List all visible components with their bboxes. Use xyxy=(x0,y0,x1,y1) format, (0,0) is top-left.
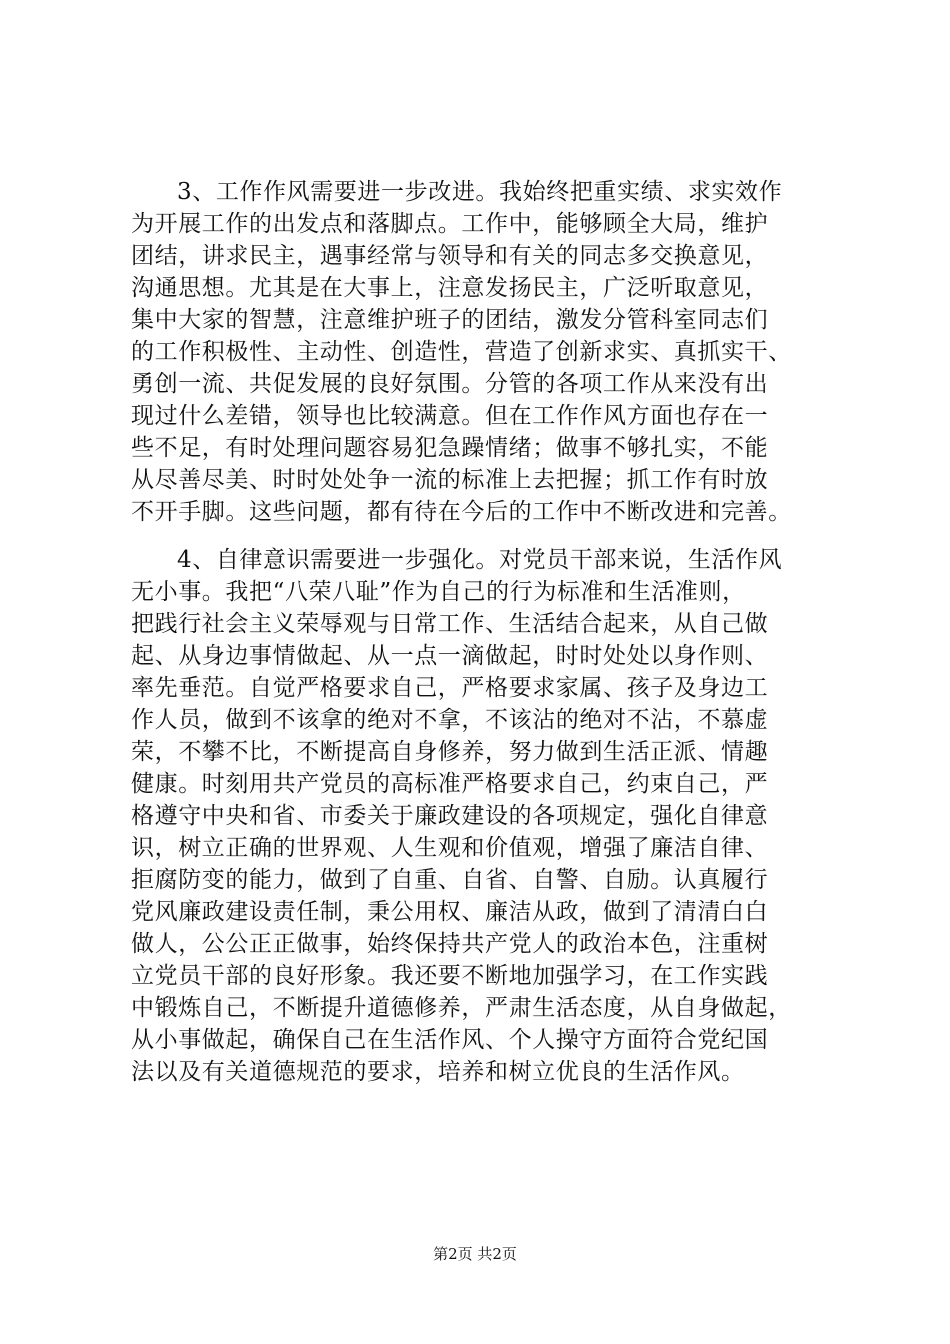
paragraph-line: 中锻炼自己，不断提升道德修养，严肃生活态度，从自身做起， xyxy=(131,995,792,1021)
paragraph-line: 拒腐防变的能力，做到了自重、自省、自警、自励。认真履行 xyxy=(131,867,769,893)
paragraph-line: 从尽善尽美、时时处处争一流的标准上去把握；抓工作有时放 xyxy=(131,467,769,493)
paragraph-work-style xyxy=(131,176,843,528)
paragraph-line: 荣，不攀不比，不断提高自身修养，努力做到生活正派、情趣 xyxy=(131,739,769,765)
paragraph-line: 集中大家的智慧，注意维护班子的团结，激发分管科室同志们 xyxy=(131,307,769,333)
paragraph-line: 起、从身边事情做起、从一点一滴做起，时时处处以身作则、 xyxy=(131,643,769,669)
paragraph-line: 立党员干部的良好形象。我还要不断地加强学习，在工作实践 xyxy=(131,963,769,989)
paragraph-line: 4、自律意识需要进一步强化。对党员干部来说，生活作风 xyxy=(177,547,783,573)
page-number-footer: 第2页 共2页 xyxy=(433,1245,517,1263)
paragraph-line: 3、工作作风需要进一步改进。我始终把重实绩、求实效作 xyxy=(177,179,783,205)
paragraph-line: 些不足，有时处理问题容易犯急躁情绪；做事不够扎实，不能 xyxy=(131,435,769,461)
paragraph-line: 无小事。我把“八荣八耻”作为自己的行为标准和生活准则， xyxy=(131,579,746,605)
paragraph-line: 沟通思想。尤其是在大事上，注意发扬民主，广泛听取意见， xyxy=(131,275,769,301)
paragraph-line: 做人，公公正正做事，始终保持共产党人的政治本色，注重树 xyxy=(131,931,769,957)
paragraph-line: 勇创一流、共促发展的良好氛围。分管的各项工作从来没有出 xyxy=(131,371,769,397)
paragraph-line: 作人员，做到不该拿的绝对不拿，不该沾的绝对不沾，不慕虚 xyxy=(131,707,769,733)
paragraph-line: 团结，讲求民主，遇事经常与领导和有关的同志多交换意见， xyxy=(131,243,769,269)
paragraph-line: 不开手脚。这些问题，都有待在今后的工作中不断改进和完善。 xyxy=(131,499,792,525)
paragraph-line: 把践行社会主义荣辱观与日常工作、生活结合起来，从自己做 xyxy=(131,611,769,637)
paragraph-self-discipline xyxy=(131,544,843,1088)
paragraph-line: 率先垂范。自觉严格要求自己，严格要求家属、孩子及身边工 xyxy=(131,675,769,701)
paragraph-line: 为开展工作的出发点和落脚点。工作中，能够顾全大局，维护 xyxy=(131,211,769,237)
paragraph-line: 现过什么差错，领导也比较满意。但在工作作风方面也存在一 xyxy=(131,403,769,429)
paragraph-line: 格遵守中央和省、市委关于廉政建设的各项规定，强化自律意 xyxy=(131,803,769,829)
paragraph-line: 党风廉政建设责任制，秉公用权、廉洁从政，做到了清清白白 xyxy=(131,899,769,925)
paragraph-line: 识，树立正确的世界观、人生观和价值观，增强了廉洁自律、 xyxy=(131,835,769,861)
paragraph-line: 健康。时刻用共产党员的高标准严格要求自己，约束自己，严 xyxy=(131,771,769,797)
paragraph-line: 从小事做起，确保自己在生活作风、个人操守方面符合党纪国 xyxy=(131,1027,769,1053)
paragraph-line: 的工作积极性、主动性、创造性，营造了创新求实、真抓实干、 xyxy=(131,339,792,365)
paragraph-line: 法以及有关道德规范的要求，培养和树立优良的生活作风。 xyxy=(131,1059,745,1085)
